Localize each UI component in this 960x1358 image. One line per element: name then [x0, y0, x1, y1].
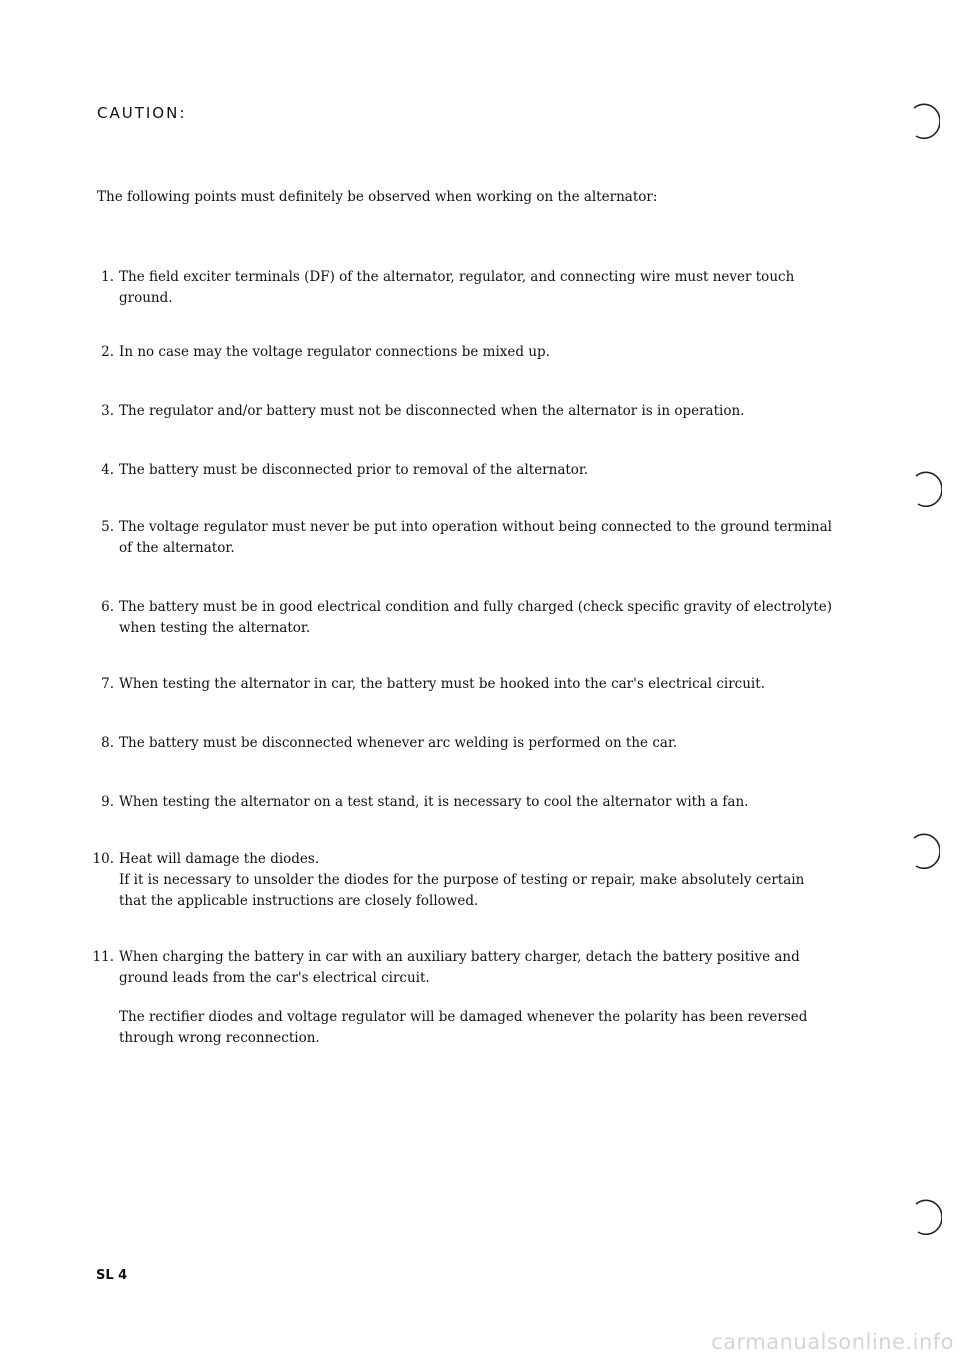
- caution-heading: CAUTION:: [97, 104, 187, 122]
- watermark: carmanualsonline.info: [711, 1330, 954, 1354]
- page-footer-label: SL 4: [96, 1268, 128, 1283]
- item-text: The battery must be disconnected prior to removal of the alternator.: [119, 462, 589, 478]
- item-number: 8.: [101, 735, 114, 751]
- item-text: When testing the alternator on a test stand, it is necessary to cool the alternator with a fan.: [119, 794, 749, 810]
- punch-hole-icon: [912, 1198, 942, 1238]
- item-number: 2.: [101, 344, 114, 360]
- intro-paragraph: The following points must definitely be observed when working on the alternator:: [97, 189, 658, 205]
- item-text: In no case may the voltage regulator connections be mixed up.: [119, 344, 550, 360]
- item-number: 7.: [101, 676, 114, 692]
- item-text: The field exciter terminals (DF) of the alternator, regulator, and connecting wire must never touch ground.: [119, 269, 795, 306]
- item-number: 11.: [92, 949, 114, 965]
- item-text: When charging the battery in car with an auxiliary battery charger, detach the battery positive and ground leads from the car's electrical circuit.: [119, 949, 800, 986]
- punch-hole-icon: [910, 102, 940, 142]
- item-number: 9.: [101, 794, 114, 810]
- punch-hole-icon: [910, 832, 940, 872]
- item-text: The battery must be in good electrical condition and fully charged (check specific gravity of electrolyte) when testing the alternator.: [119, 599, 832, 636]
- item-number: 6.: [101, 599, 114, 615]
- item-number: 1.: [101, 269, 114, 285]
- item-text: The battery must be disconnected whenever arc welding is performed on the car.: [119, 735, 678, 751]
- item-number: 4.: [101, 462, 114, 478]
- punch-hole-icon: [912, 470, 942, 510]
- item-number: 3.: [101, 403, 114, 419]
- item-number: 5.: [101, 519, 114, 535]
- item-number: 10.: [92, 851, 114, 867]
- polarity-note: The rectifier diodes and voltage regulator will be damaged whenever the polarity has been reversed through wrong reconnection.: [119, 1009, 808, 1046]
- item-text: When testing the alternator in car, the battery must be hooked into the car's electrical circuit.: [119, 676, 765, 692]
- item-text: The regulator and/or battery must not be disconnected when the alternator is in operation.: [119, 403, 745, 419]
- item-text: Heat will damage the diodes. If it is necessary to unsolder the diodes for the purpose of testing or repair, make absolutely certain that the applicable instructions are closely followed.: [119, 851, 805, 909]
- item-text: The voltage regulator must never be put into operation without being connected to the ground terminal of the alternator.: [119, 519, 832, 556]
